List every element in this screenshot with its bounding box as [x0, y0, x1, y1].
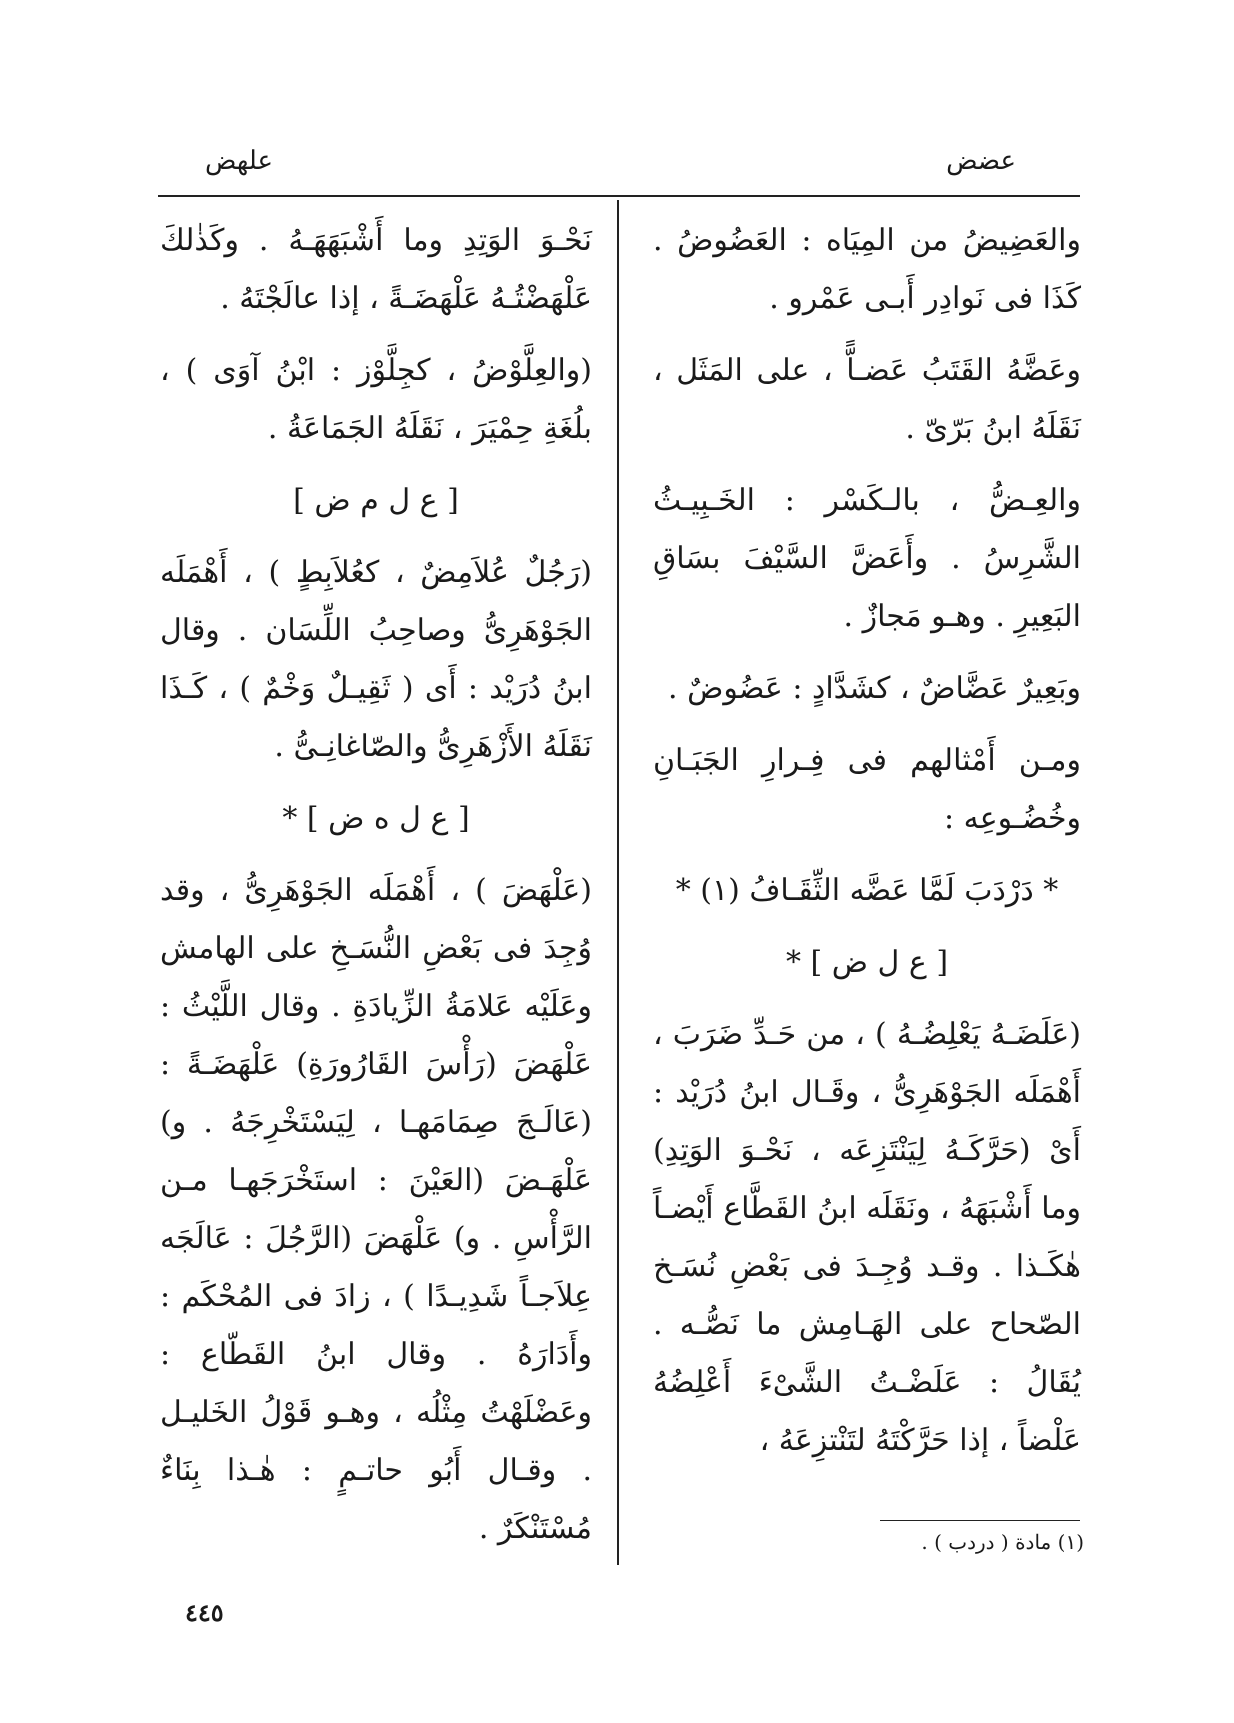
paragraph: وبَعِيرٌ عَضَّاضٌ ، كشَدَّادٍ : عَضُوضٌ . — [668, 671, 1081, 706]
header-rule — [158, 195, 1080, 197]
column-divider — [617, 200, 619, 1565]
paragraph: والعِـضُّ ، بالـكَسْر : الخَـبِيـثُ الشَّرِسُ . وأَعَضَّ السَّيْفَ بسَاقِ البَعِيرِ . وهـو مَجازٌ . — [653, 483, 1081, 634]
footnote: (١) مادة ( دردب ) . — [921, 1530, 1084, 1554]
root-heading: [ ع ل م ض ] — [293, 483, 459, 518]
running-head-right: عضض — [946, 146, 1016, 176]
running-head-left: علهض — [205, 146, 273, 176]
paragraph: (عَلَضَـهُ يَعْلِضُـهُ ) ، من حَـدِّ ضَرَبَ ، أَهْمَلَه الجَوْهَرِىُّ ، وقَـال ابنُ دُرَيْد : أَىْ (حَرَّكَـهُ لِيَنْتَزِعَه ، نَحْـوَ الوَتِدِ) وما أَشْبَهَهُ ، ونَقَلَه ابنُ القَطَّاع أَيْضـاً هٰكَـذا . وقـد وُجِـدَ فى بَعْضِ نُسَـخ الصّحاح على الهَـامِش ما نَصُّـه . يُقَالُ : عَلَضْـتُ الشَّىْءَ أَعْلِضُهُ عَلْضاً ، إذا حَرَّكْتَهُ لتَنْتزِعَهُ ، — [653, 1017, 1081, 1458]
verse-line: * دَرْدَبَ لَمَّا عَضَّه الثِّقَـافُ (١) * — [675, 873, 1059, 908]
root-heading: [ ع ل ض ] * — [785, 945, 949, 980]
paragraph: (والعِلَّوْضُ ، كجِلَّوْز : ابْنُ آوَى ) ، بلُغَةِ حِمْيَرَ ، نَقَلَهُ الجَمَاعَةُ . — [160, 353, 592, 446]
paragraph: نَحْـوَ الوَتِدِ وما أَشْبَهَهَـهُ . وكَذٰلكَ عَلْهَضْتُـهُ عَلْهَضَـةً ، إذا عالَجْتَهُ . — [160, 223, 592, 316]
paragraph: والعَضِيضُ من المِيَاه : العَضُوضُ . كَذَا فى نَوادِر أَبـى عَمْرو . — [653, 223, 1081, 316]
page-number: ٤٤٥ — [185, 1598, 224, 1627]
footnote-rule — [880, 1520, 1080, 1521]
root-heading: [ ع ل ه ض ] * — [282, 801, 470, 836]
paragraph: (رَجُلٌ عُلاَمِضٌ ، كعُلاَبِطٍ ) ، أَهْمَلَه الجَوْهَرِىُّ وصاحِبُ اللِّسَان . وقال ابنُ دُرَيْد : أَى ( ثَقِيـلٌ وَخْمٌ ) ، كَـذَا نَقَلَهُ الأَزْهَرِىُّ والصّاغانِـىُّ . — [160, 555, 592, 764]
paragraph: وعَضَّهُ القَتَبُ عَضـاًّ ، على المَثَل ، نَقَلَهُ ابنُ بَرّىّ . — [653, 353, 1081, 446]
right-column — [653, 212, 1081, 1484]
paragraph: (عَلْهَضَ ) ، أَهْمَلَه الجَوْهَرِىُّ ، وقد وُجِدَ فى بَعْضِ النُّسَـخِ على الهامش وعَلَيْه عَلامَةُ الزِّيادَةِ . وقال اللَّيْثُ : عَلْهَضَ (رَأْسَ القَارُورَةِ) عَلْهَضَـةً : (عَالَـجَ صِمَامَهـا ، لِيَسْتَخْرِجَهُ . و) عَلْهَـضَ (العَيْنَ : استَخْرَجَهـا مـن الرَّأْسِ . و) عَلْهَضَ (الرَّجُلَ : عَالَجَه عِلاَجـاً شَدِيـدًا ) ، زادَ فى المُحْكَم : وأَدَارَهُ . وقال ابنُ القَطّاع : وعَضْلَهْتُ مِثْلُه ، وهـو قَوْلُ الخَليـل . وقـال أَبُو حاتـمٍ : هٰـذا بِنَاءٌ مُسْتَنْكَرٌ . — [160, 873, 592, 1546]
left-column — [160, 212, 592, 1572]
paragraph: ومـن أَمْثالهم فى فِـرارِ الجَبَـانِ وخُضُـوعِه : — [653, 743, 1081, 836]
